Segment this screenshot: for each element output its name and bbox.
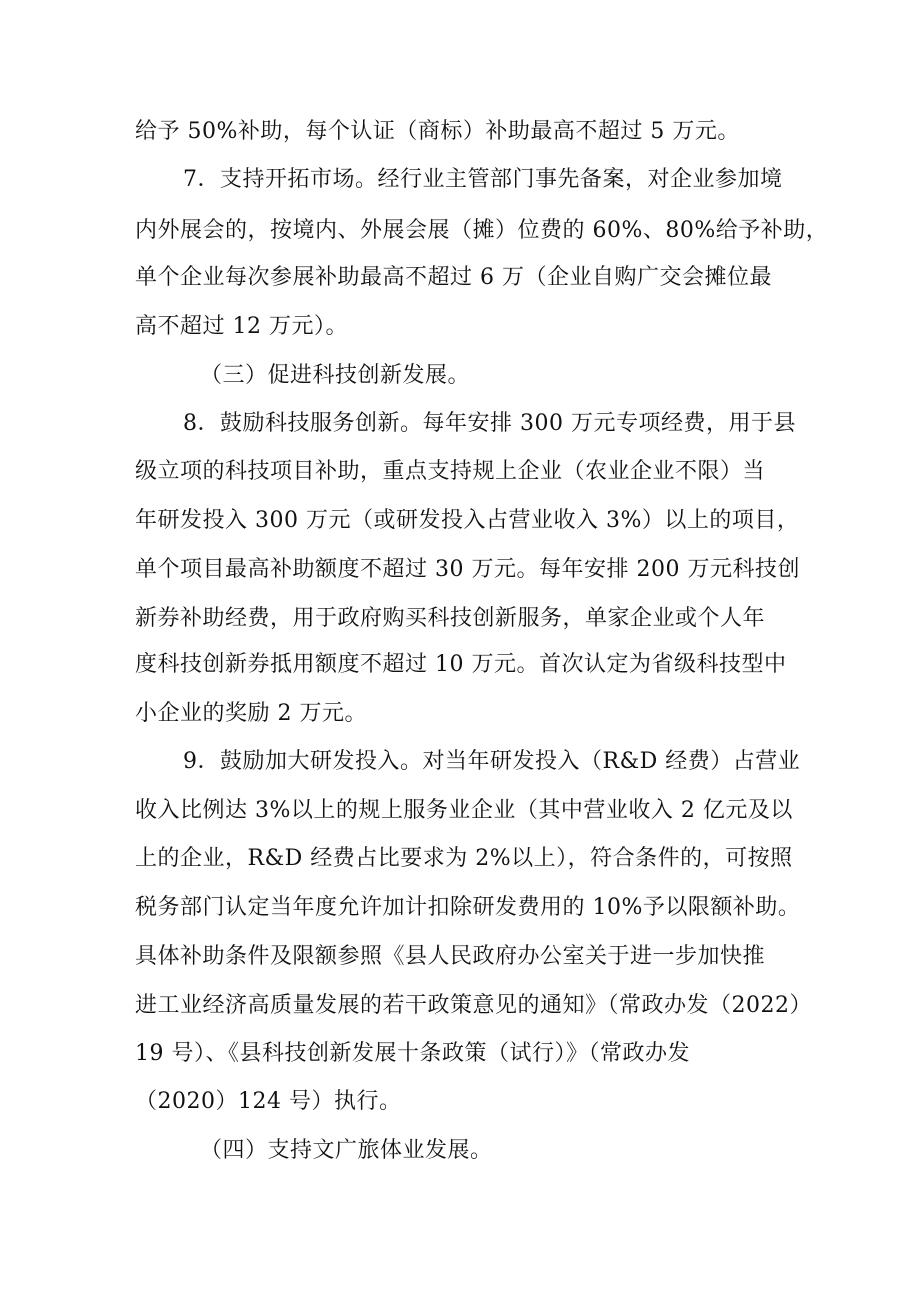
text-line: 新券补助经费，用于政府购买科技创新服务，单家企业或个人年 (135, 606, 766, 631)
text-line: 税务部门认定当年度允许加计扣除研发费用的 10%予以限额补助。 (135, 895, 801, 920)
paragraph-9-start: 9．鼓励加大研发投入。对当年研发投入（R&D 经费）占营业 (183, 749, 801, 774)
text-line: 度科技创新券抵用额度不超过 10 万元。首次认定为省级科技型中 (135, 652, 787, 677)
section-heading-3: （三）促进科技创新发展。 (200, 363, 471, 388)
text-line: 具体补助条件及限额参照《县人民政府办公室关于进一步加快推 (135, 944, 766, 969)
text-line: 级立项的科技项目补助，重点支持规上企业（农业企业不限）当 (135, 459, 766, 484)
text-line: 19 号）、《县科技创新发展十条政策（试行）》（常政办发 (135, 1041, 690, 1066)
paragraph-8-start: 8．鼓励科技服务创新。每年安排 300 万元专项经费，用于县 (183, 411, 796, 436)
text-line: 单个企业每次参展补助最高不超过 6 万（企业自购广交会摊位最 (135, 265, 772, 290)
section-heading-4: （四）支持文广旅体业发展。 (200, 1138, 493, 1163)
text-line: 进工业经济高质量发展的若干政策意见的通知》（常政办发（2022） (135, 993, 812, 1018)
text-line: 小企业的奖励 2 万元。 (135, 701, 367, 726)
text-line: 收入比例达 3%以上的规上服务业企业（其中营业收入 2 亿元及以 (135, 798, 793, 823)
text-line: （2020）124 号）执行。 (135, 1089, 402, 1114)
text-line: 给予 50%补助，每个认证（商标）补助最高不超过 5 万元。 (135, 119, 740, 144)
text-line: 单个项目最高补助额度不超过 30 万元。每年安排 200 万元科技创 (135, 557, 800, 582)
paragraph-7-start: 7．支持开拓市场。经行业主管部门事先备案，对企业参加境 (183, 167, 783, 192)
text-line: 高不超过 12 万元）。 (135, 314, 348, 339)
text-line: 内外展会的，按境内、外展会展（摊）位费的 60%、80%给予补助， (135, 218, 829, 243)
text-line: 上的企业，R&D 经费占比要求为 2%以上），符合条件的，可按照 (135, 846, 793, 871)
text-line: 年研发投入 300 万元（或研发投入占营业收入 3%）以上的项目， (135, 508, 800, 533)
